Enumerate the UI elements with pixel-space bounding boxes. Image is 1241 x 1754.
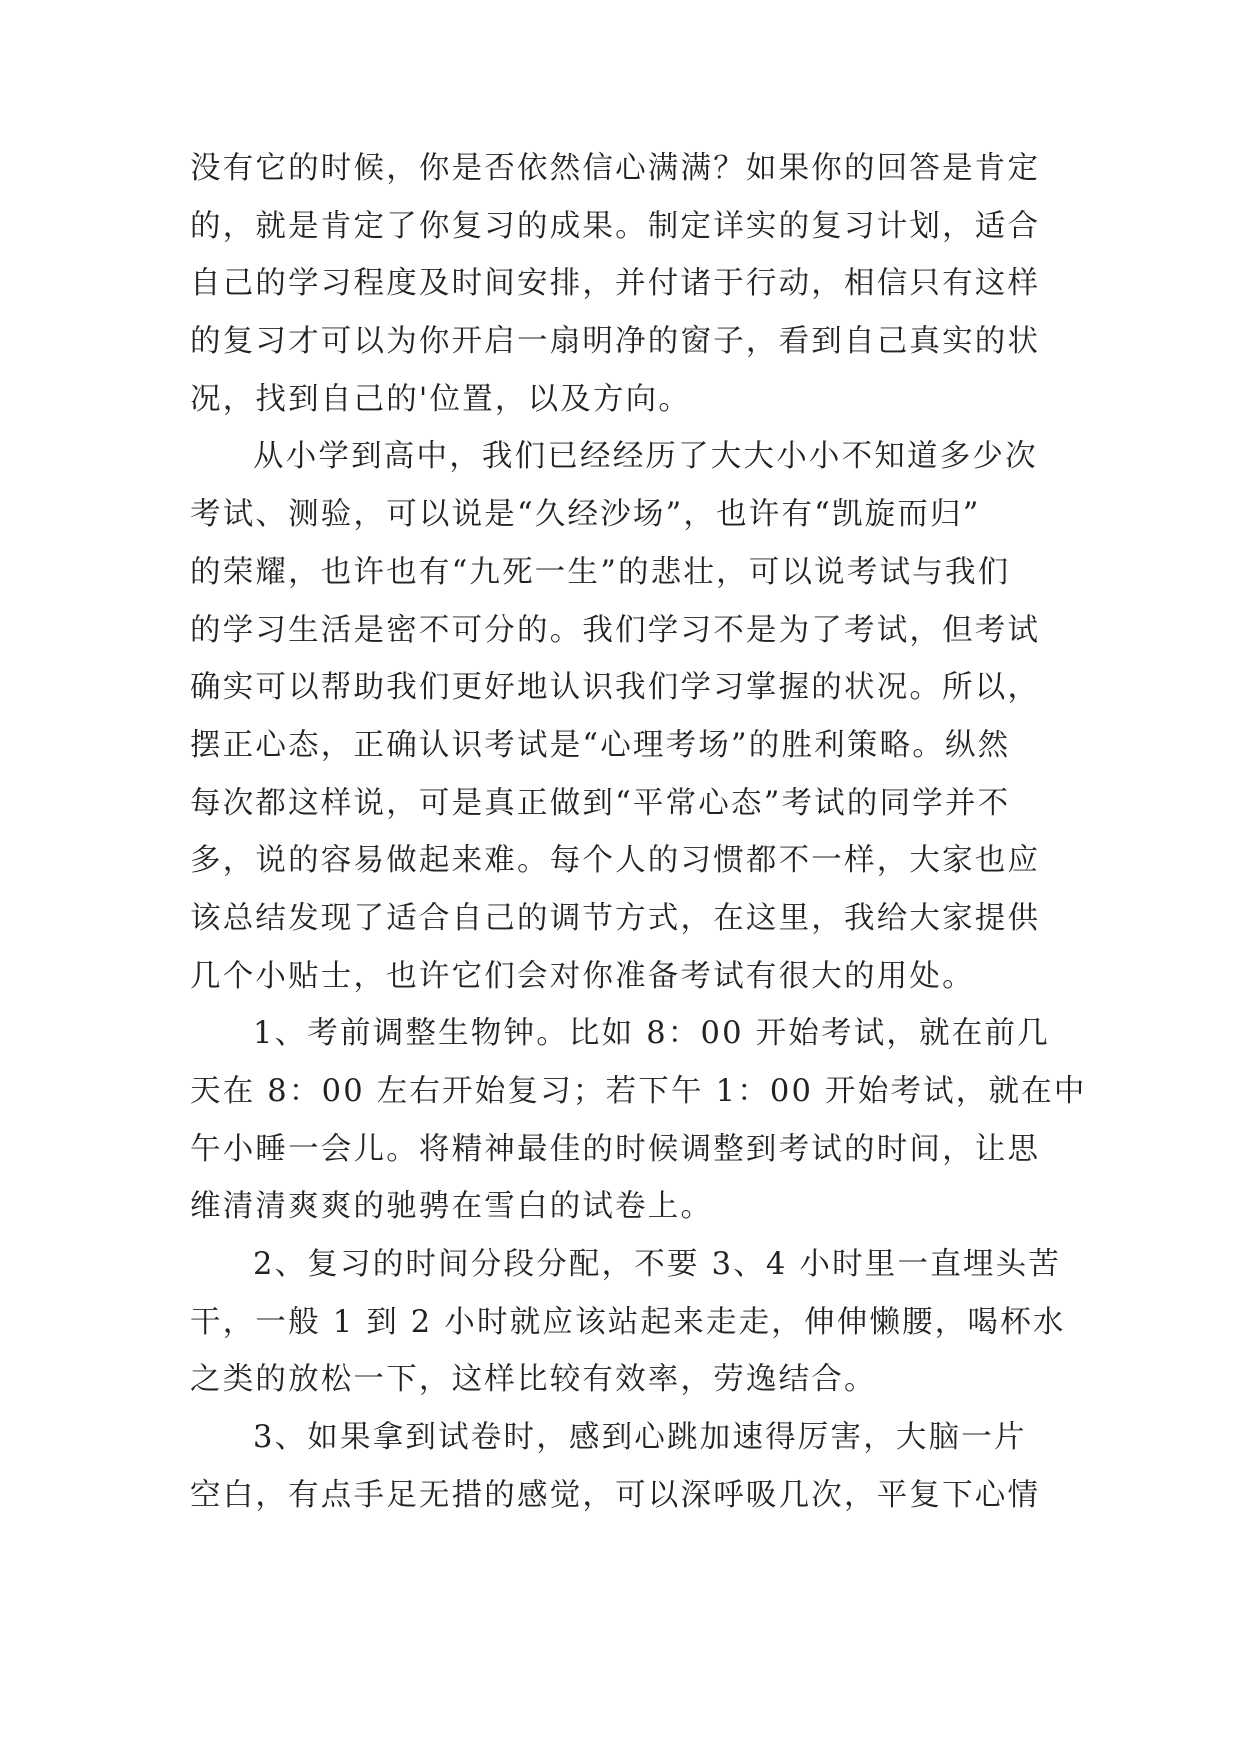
text-line: 该总结发现了适合自己的调节方式，在这里，我给大家提供 xyxy=(190,900,1041,936)
text-line: 午小睡一会儿。将精神最佳的时候调整到考试的时间，让思 xyxy=(190,1131,1041,1167)
text-line: 维清清爽爽的驰骋在雪白的试卷上。 xyxy=(190,1189,714,1225)
text-line: 的学习生活是密不可分的。我们学习不是为了考试，但考试 xyxy=(190,612,1041,648)
text-line: 自己的学习程度及时间安排，并付诸于行动，相信只有这样 xyxy=(190,266,1041,302)
text-line: 摆正心态，正确认识考试是“心理考场”的胜利策略。纵然 xyxy=(190,727,1011,763)
text-line: 空白，有点手足无措的感觉，可以深呼吸几次，平复下心情 xyxy=(190,1477,1041,1513)
text-line: 况，找到自己的'位置，以及方向。 xyxy=(190,381,692,417)
text-line: 的，就是肯定了你复习的成果。制定详实的复习计划，适合 xyxy=(190,208,1041,244)
document-body xyxy=(190,140,1087,1525)
text-line: 多，说的容易做起来难。每个人的习惯都不一样，大家也应 xyxy=(190,843,1041,879)
text-line: 之类的放松一下，这样比较有效率，劳逸结合。 xyxy=(190,1362,877,1398)
text-line: 的荣耀，也许也有“九死一生”的悲壮，可以说考试与我们 xyxy=(190,554,1011,590)
text-line: 的复习才可以为你开启一扇明净的窗子，看到自己真实的状 xyxy=(190,324,1041,360)
paragraph-start-line: 3、如果拿到试卷时，感到心跳加速得厉害，大脑一片 xyxy=(253,1420,1027,1456)
paragraph-start-line: 从小学到高中，我们已经经历了大大小小不知道多少次 xyxy=(253,439,1038,475)
text-line: 天在 8：00 左右开始复习；若下午 1：00 开始考试，就在中 xyxy=(190,1074,1087,1109)
text-line: 确实可以帮助我们更好地认识我们学习掌握的状况。所以， xyxy=(190,670,1041,706)
paragraph-start-line: 2、复习的时间分段分配，不要 3、4 小时里一直埋头苦 xyxy=(253,1247,1062,1283)
paragraph-start-line: 1、考前调整生物钟。比如 8：00 开始考试，就在前几 xyxy=(253,1016,1050,1052)
text-line: 考试、测验，可以说是“久经沙场”，也许有“凯旋而归” xyxy=(190,497,981,533)
text-line: 几个小贴士，也许它们会对你准备考试有很大的用处。 xyxy=(190,958,975,994)
text-line: 每次都这样说，可是真正做到“平常心态”考试的同学并不 xyxy=(190,785,1011,821)
text-line: 干，一般 1 到 2 小时就应该站起来走走，伸伸懒腰，喝杯水 xyxy=(190,1304,1066,1340)
text-line: 没有它的时候，你是否依然信心满满？如果你的回答是肯定 xyxy=(190,151,1041,186)
